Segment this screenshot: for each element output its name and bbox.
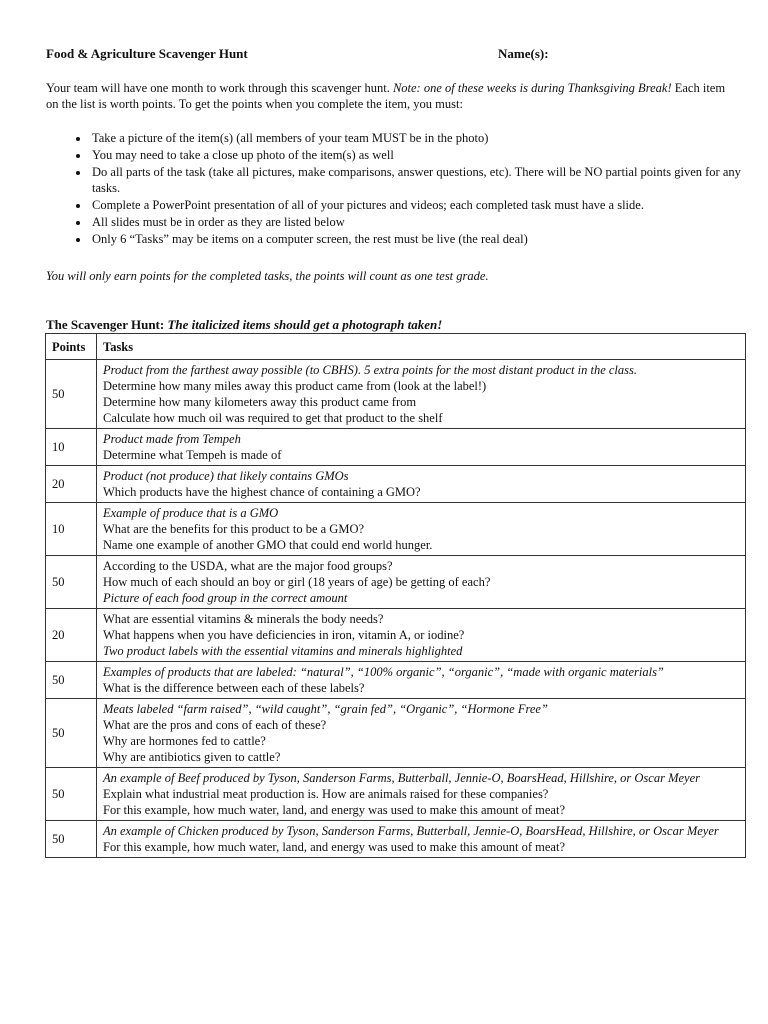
task-line: Determine how many kilometers away this product came from	[103, 395, 417, 409]
points-cell: 10	[46, 429, 97, 466]
task-line: For this example, how much water, land, and energy was used to make this amount of meat?	[103, 840, 565, 854]
requirement-item: • Do all parts of the task (take all pictures, make comparisons, answer questions, etc). There will be NO partial points given for any tasks.	[90, 164, 768, 196]
tasks-cell	[97, 429, 746, 466]
table-row	[46, 768, 746, 821]
points-cell: 10	[46, 503, 97, 556]
document-title: Food & Agriculture Scavenger Hunt	[46, 46, 248, 61]
table-row	[46, 609, 746, 662]
requirement-item: • Take a picture of the item(s) (all members of your team MUST be in the photo)	[90, 130, 768, 146]
requirement-item: • Only 6 “Tasks” may be items on a computer screen, the rest must be live (the real deal)	[90, 231, 768, 247]
task-line: Why are antibiotics given to cattle?	[103, 750, 281, 764]
intro-text-1: Your team will have one month to work through this scavenger hunt.	[46, 81, 393, 95]
task-line: Product from the farthest away possible (to CBHS). 5 extra points for the most distant product in the class.	[103, 363, 637, 377]
task-line: Product (not produce) that likely contains GMOs	[103, 469, 349, 483]
tasks-cell	[97, 360, 746, 429]
tasks-cell	[97, 609, 746, 662]
table-row	[46, 699, 746, 768]
requirement-item: • You may need to take a close up photo of the item(s) as well	[90, 147, 768, 163]
task-line: For this example, how much water, land, and energy was used to make this amount of meat?	[103, 803, 565, 817]
requirement-item: • Complete a PowerPoint presentation of all of your pictures and videos; each completed task must have a slide.	[90, 197, 768, 213]
points-cell: 20	[46, 466, 97, 503]
task-line: Explain what industrial meat production is. How are animals raised for these companies?	[103, 787, 549, 801]
table-row	[46, 503, 746, 556]
task-line: An example of Beef produced by Tyson, Sanderson Farms, Butterball, Jennie-O, BoarsHead, Hillshire, or Oscar Meyer	[103, 771, 700, 785]
hunt-heading	[46, 317, 442, 333]
task-line: How much of each should an boy or girl (18 years of age) be getting of each?	[103, 575, 491, 589]
table-row	[46, 821, 746, 858]
points-cell: 50	[46, 821, 97, 858]
task-line: Name one example of another GMO that could end world hunger.	[103, 538, 433, 552]
task-line: An example of Chicken produced by Tyson, Sanderson Farms, Butterball, Jennie-O, BoarsHead, Hillshire, or Oscar Meyer	[103, 824, 719, 838]
tasks-cell	[97, 821, 746, 858]
task-line: Two product labels with the essential vitamins and minerals highlighted	[103, 644, 463, 658]
intro-note: Note: one of these weeks is during Thanksgiving Break!	[392, 81, 672, 95]
points-cell: 50	[46, 662, 97, 699]
points-cell: 50	[46, 768, 97, 821]
points-cell: 20	[46, 609, 97, 662]
task-line: What are the pros and cons of each of these?	[103, 718, 327, 732]
table-row	[46, 662, 746, 699]
table-row	[46, 360, 746, 429]
tasks-cell	[97, 556, 746, 609]
table-row	[46, 429, 746, 466]
names-label: Name(s):	[498, 46, 549, 61]
task-line: What are the benefits for this product to be a GMO?	[103, 522, 365, 536]
task-line: What are essential vitamins & minerals the body needs?	[103, 612, 384, 626]
task-line: What happens when you have deficiencies in iron, vitamin A, or iodine?	[103, 628, 465, 642]
task-line: According to the USDA, what are the major food groups?	[103, 559, 393, 573]
intro-paragraph	[46, 80, 736, 112]
task-line: Calculate how much oil was required to get that product to the shelf	[103, 411, 443, 425]
scavenger-hunt-table	[45, 333, 746, 858]
task-line: Determine how many miles away this product came from (look at the label!)	[103, 379, 487, 393]
intro-text-2: Each item on the list is worth points. To get the points when you complete the item, you must:	[46, 81, 726, 111]
task-line: Determine what Tempeh is made of	[103, 448, 282, 462]
requirement-item: • All slides must be in order as they are listed below	[90, 214, 768, 230]
document-header	[46, 46, 726, 62]
points-column-header: Points	[46, 334, 97, 360]
task-line: Product made from Tempeh	[103, 432, 241, 446]
tasks-cell	[97, 699, 746, 768]
table-row	[46, 556, 746, 609]
points-note: You will only earn points for the completed tasks, the points will count as one test grade.	[46, 269, 489, 283]
table-row	[46, 466, 746, 503]
points-cell: 50	[46, 360, 97, 429]
table-body	[46, 360, 746, 858]
tasks-cell	[97, 466, 746, 503]
tasks-cell	[97, 768, 746, 821]
task-line: What is the difference between each of these labels?	[103, 681, 365, 695]
points-cell: 50	[46, 699, 97, 768]
hunt-subtitle: The italicized items should get a photograph taken!	[167, 317, 443, 332]
task-line: Why are hormones fed to cattle?	[103, 734, 266, 748]
task-line: Picture of each food group in the correct amount	[103, 591, 348, 605]
table-header-row	[46, 334, 746, 360]
points-cell: 50	[46, 556, 97, 609]
tasks-cell	[97, 662, 746, 699]
task-line: Examples of products that are labeled: “natural”, “100% organic”, “organic”, “made with organic materials”	[103, 665, 664, 679]
requirements-list	[46, 130, 768, 248]
tasks-column-header: Tasks	[97, 334, 746, 360]
task-line: Meats labeled “farm raised”, “wild caught”, “grain fed”, “Organic”, “Hormone Free”	[103, 702, 548, 716]
tasks-cell	[97, 503, 746, 556]
task-line: Example of produce that is a GMO	[103, 506, 279, 520]
task-line: Which products have the highest chance of containing a GMO?	[103, 485, 421, 499]
hunt-title: The Scavenger Hunt:	[46, 317, 168, 332]
